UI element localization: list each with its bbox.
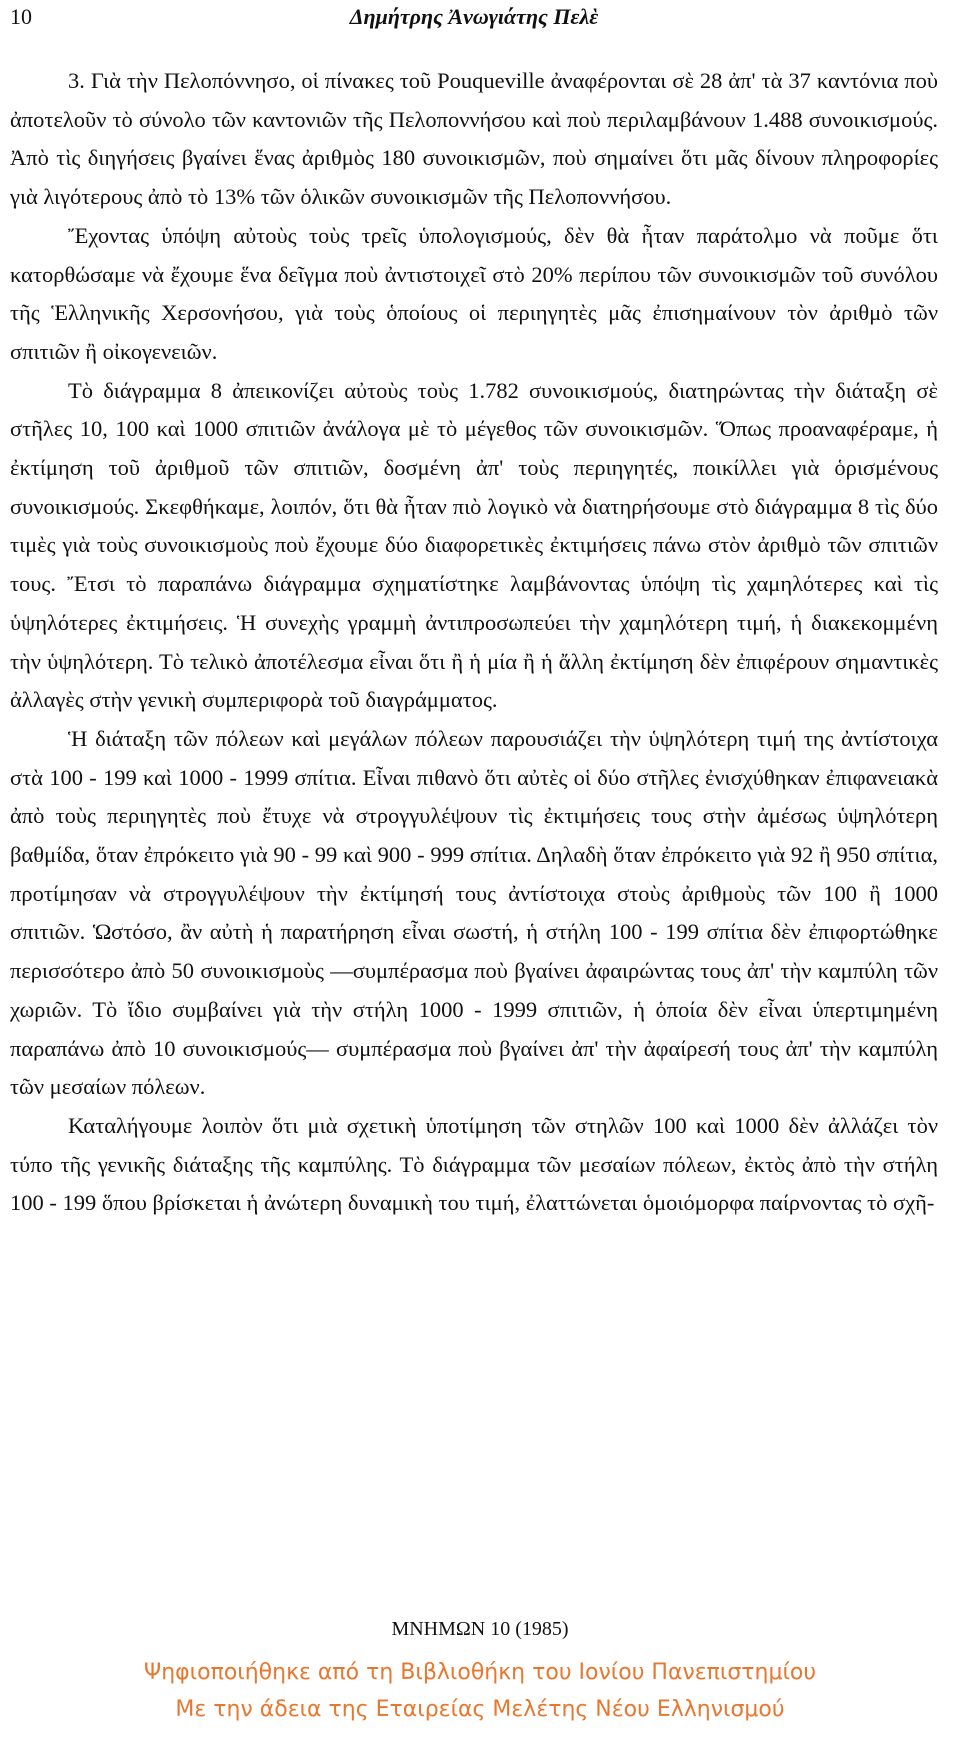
paragraph: Ἔχοντας ὑπόψη αὐτοὺς τοὺς τρεῖς ὑπολογισμούς, δὲν θὰ ἦταν παράτολμο νὰ ποῦμε ὅτι κατορθώσαμε νὰ ἔχουμε ἕνα δεῖγμα ποὺ ἀντιστοιχεῖ στὸ 20% περίπου τῶν συνοικισμῶν τοῦ συνόλου τῆς Ἑλληνικῆς Χερσονήσου, γιὰ τοὺς ὁποίους οἱ περιηγητὲς μᾶς ἐπισημαίνουν τὸν ἀριθμὸ τῶν σπιτιῶν ἢ οἰκογενειῶν. — [10, 222, 938, 364]
body-text — [10, 62, 938, 1223]
paragraph: Ἡ διάταξη τῶν πόλεων καὶ μεγάλων πόλεων παρουσιάζει τὴν ὑψηλότερη τιμή της ἀντίστοιχα στὰ 100 - 199 καὶ 1000 - 1999 σπίτια. Εἶναι πιθανὸ ὅτι αὐτὲς οἱ δύο στῆλες ἐνισχύθηκαν ἐπιφανειακὰ ἀπὸ τοὺς περιηγητὲς ποὺ ἔτυχε νὰ στρογγυλέψουν τὶς ἐκτιμήσεις τους στὴν ἀμέσως ὑψηλότερη βαθμίδα, ὅταν ἐπρόκειτο γιὰ 90 - 99 καὶ 900 - 999 σπίτια. Δηλαδὴ ὅταν ἐπρόκειτο γιὰ 92 ἢ 950 σπίτια, προτίμησαν νὰ στρογγυλέψουν τὴν ἐκτίμησή τους ἀντίστοιχα στοὺς ἀριθμοὺς τῶν 100 ἢ 1000 σπιτιῶν. Ὡστόσο, ἂν αὐτὴ ἡ παρατήρηση εἶναι σωστή, ἡ στήλη 100 - 199 σπίτια δὲν ἐπιφορτώθηκε περισσότερο ἀπὸ 50 συνοικισμοὺς —συμπέρασμα ποὺ βγαίνει ἀφαιρώντας τους ἀπ' τὴν καμπύλη τῶν χωριῶν. Τὸ ἴδιο συμβαίνει γιὰ τὴν στήλη 1000 - 1999 σπιτιῶν, ἡ ὁποία δὲν εἶναι ὑπερτιμημένη παραπάνω ἀπὸ 10 συνοικισμούς— συμπέρασμα ποὺ βγαίνει ἀπ' τὴν ἀφαίρεσή τους ἀπ' τὴν καμπύλη τῶν μεσαίων πόλεων. — [10, 725, 938, 1100]
page-header — [10, 4, 938, 34]
paragraph: Καταλήγουμε λοιπὸν ὅτι μιὰ σχετικὴ ὑποτίμηση τῶν στηλῶν 100 καὶ 1000 δὲν ἀλλάζει τὸν τύπο τῆς γενικῆς διάταξης τῆς καμπύλης. Τὸ διάγραμμα τῶν μεσαίων πόλεων, ἐκτὸς ἀπὸ τὴν στήλη 100 - 199 ὅπου βρίσκεται ἡ ἀνώτερη δυναμικὴ του τιμή, ἐλαττώνεται ὁμοιόμορφα παίρνοντας τὸ σχῆ- — [10, 1112, 938, 1216]
page-number: 10 — [10, 4, 32, 29]
paragraph: 3. Γιὰ τὴν Πελοπόννησο, οἱ πίνακες τοῦ Pouqueville ἀναφέρονται σὲ 28 ἀπ' τὰ 37 καντόνια ποὺ ἀποτελοῦν τὸ σύνολο τῶν καντονιῶν τῆς Πελοποννήσου καὶ ποὺ περιλαμβάνουν 1.488 συνοικισμούς. Ἀπὸ τὶς διηγήσεις βγαίνει ἕνας ἀριθμὸς 180 συνοικισμῶν, ποὺ σημαίνει ὅτι μᾶς δίνουν πληροφορίες γιὰ λιγότερους ἀπὸ τὸ 13% τῶν ὁλικῶν συνοικισμῶν τῆς Πελοποννήσου. — [10, 68, 938, 210]
digitization-stamp-line-2: Με την άδεια της Εταιρείας Μελέτης Νέου Ελληνισμού — [175, 1697, 785, 1722]
digitization-stamp-line-1: Ψηφιοποιήθηκε από τη Βιβλιοθήκη του Ιονίου Πανεπιστημίου — [143, 1660, 817, 1685]
journal-footer: ΜΝΗΜΩΝ 10 (1985) — [391, 1618, 569, 1640]
paragraph: Τὸ διάγραμμα 8 ἀπεικονίζει αὐτοὺς τοὺς 1.782 συνοικισμούς, διατηρώντας τὴν διάταξη σὲ στῆλες 10, 100 καὶ 1000 σπιτιῶν ἀνάλογα μὲ τὸ μέγεθος τῶν συνοικισμῶν. Ὅπως προαναφέραμε, ἡ ἐκτίμηση τοῦ ἀριθμοῦ τῶν σπιτιῶν, δοσμένη ἀπ' τοὺς περιηγητές, ποικίλλει γιὰ ὁρισμένους συνοικισμούς. Σκεφθήκαμε, λοιπόν, ὅτι θὰ ἦταν πιὸ λογικὸ νὰ διατηρήσουμε στὸ διάγραμμα 8 τὶς δύο τιμὲς γιὰ τοὺς συνοικισμοὺς ποὺ ἔχουμε δύο διαφορετικὲς ἐκτιμήσεις πάνω στὸν ἀριθμὸ τῶν σπιτιῶν τους. Ἔτσι τὸ παραπάνω διάγραμμα σχηματίστηκε λαμβάνοντας ὑπόψη τὶς χαμηλότερες καὶ τὶς ὑψηλότερες ἐκτιμήσεις. Ἡ συνεχὴς γραμμὴ ἀντιπροσωπεύει τὴν χαμηλότερη τιμή, ἡ διακεκομμένη τὴν ὑψηλότερη. Τὸ τελικὸ ἀποτέλεσμα εἶναι ὅτι ἢ ἡ μία ἢ ἡ ἄλλη ἐκτίμηση δὲν ἐπιφέρουν σημαντικὲς ἀλλαγὲς στὴν γενικὴ συμπεριφορὰ τοῦ διαγράμματος. — [10, 377, 938, 713]
running-title: Δημήτρης Ἀνωγιάτης Πελὲ — [349, 4, 599, 29]
